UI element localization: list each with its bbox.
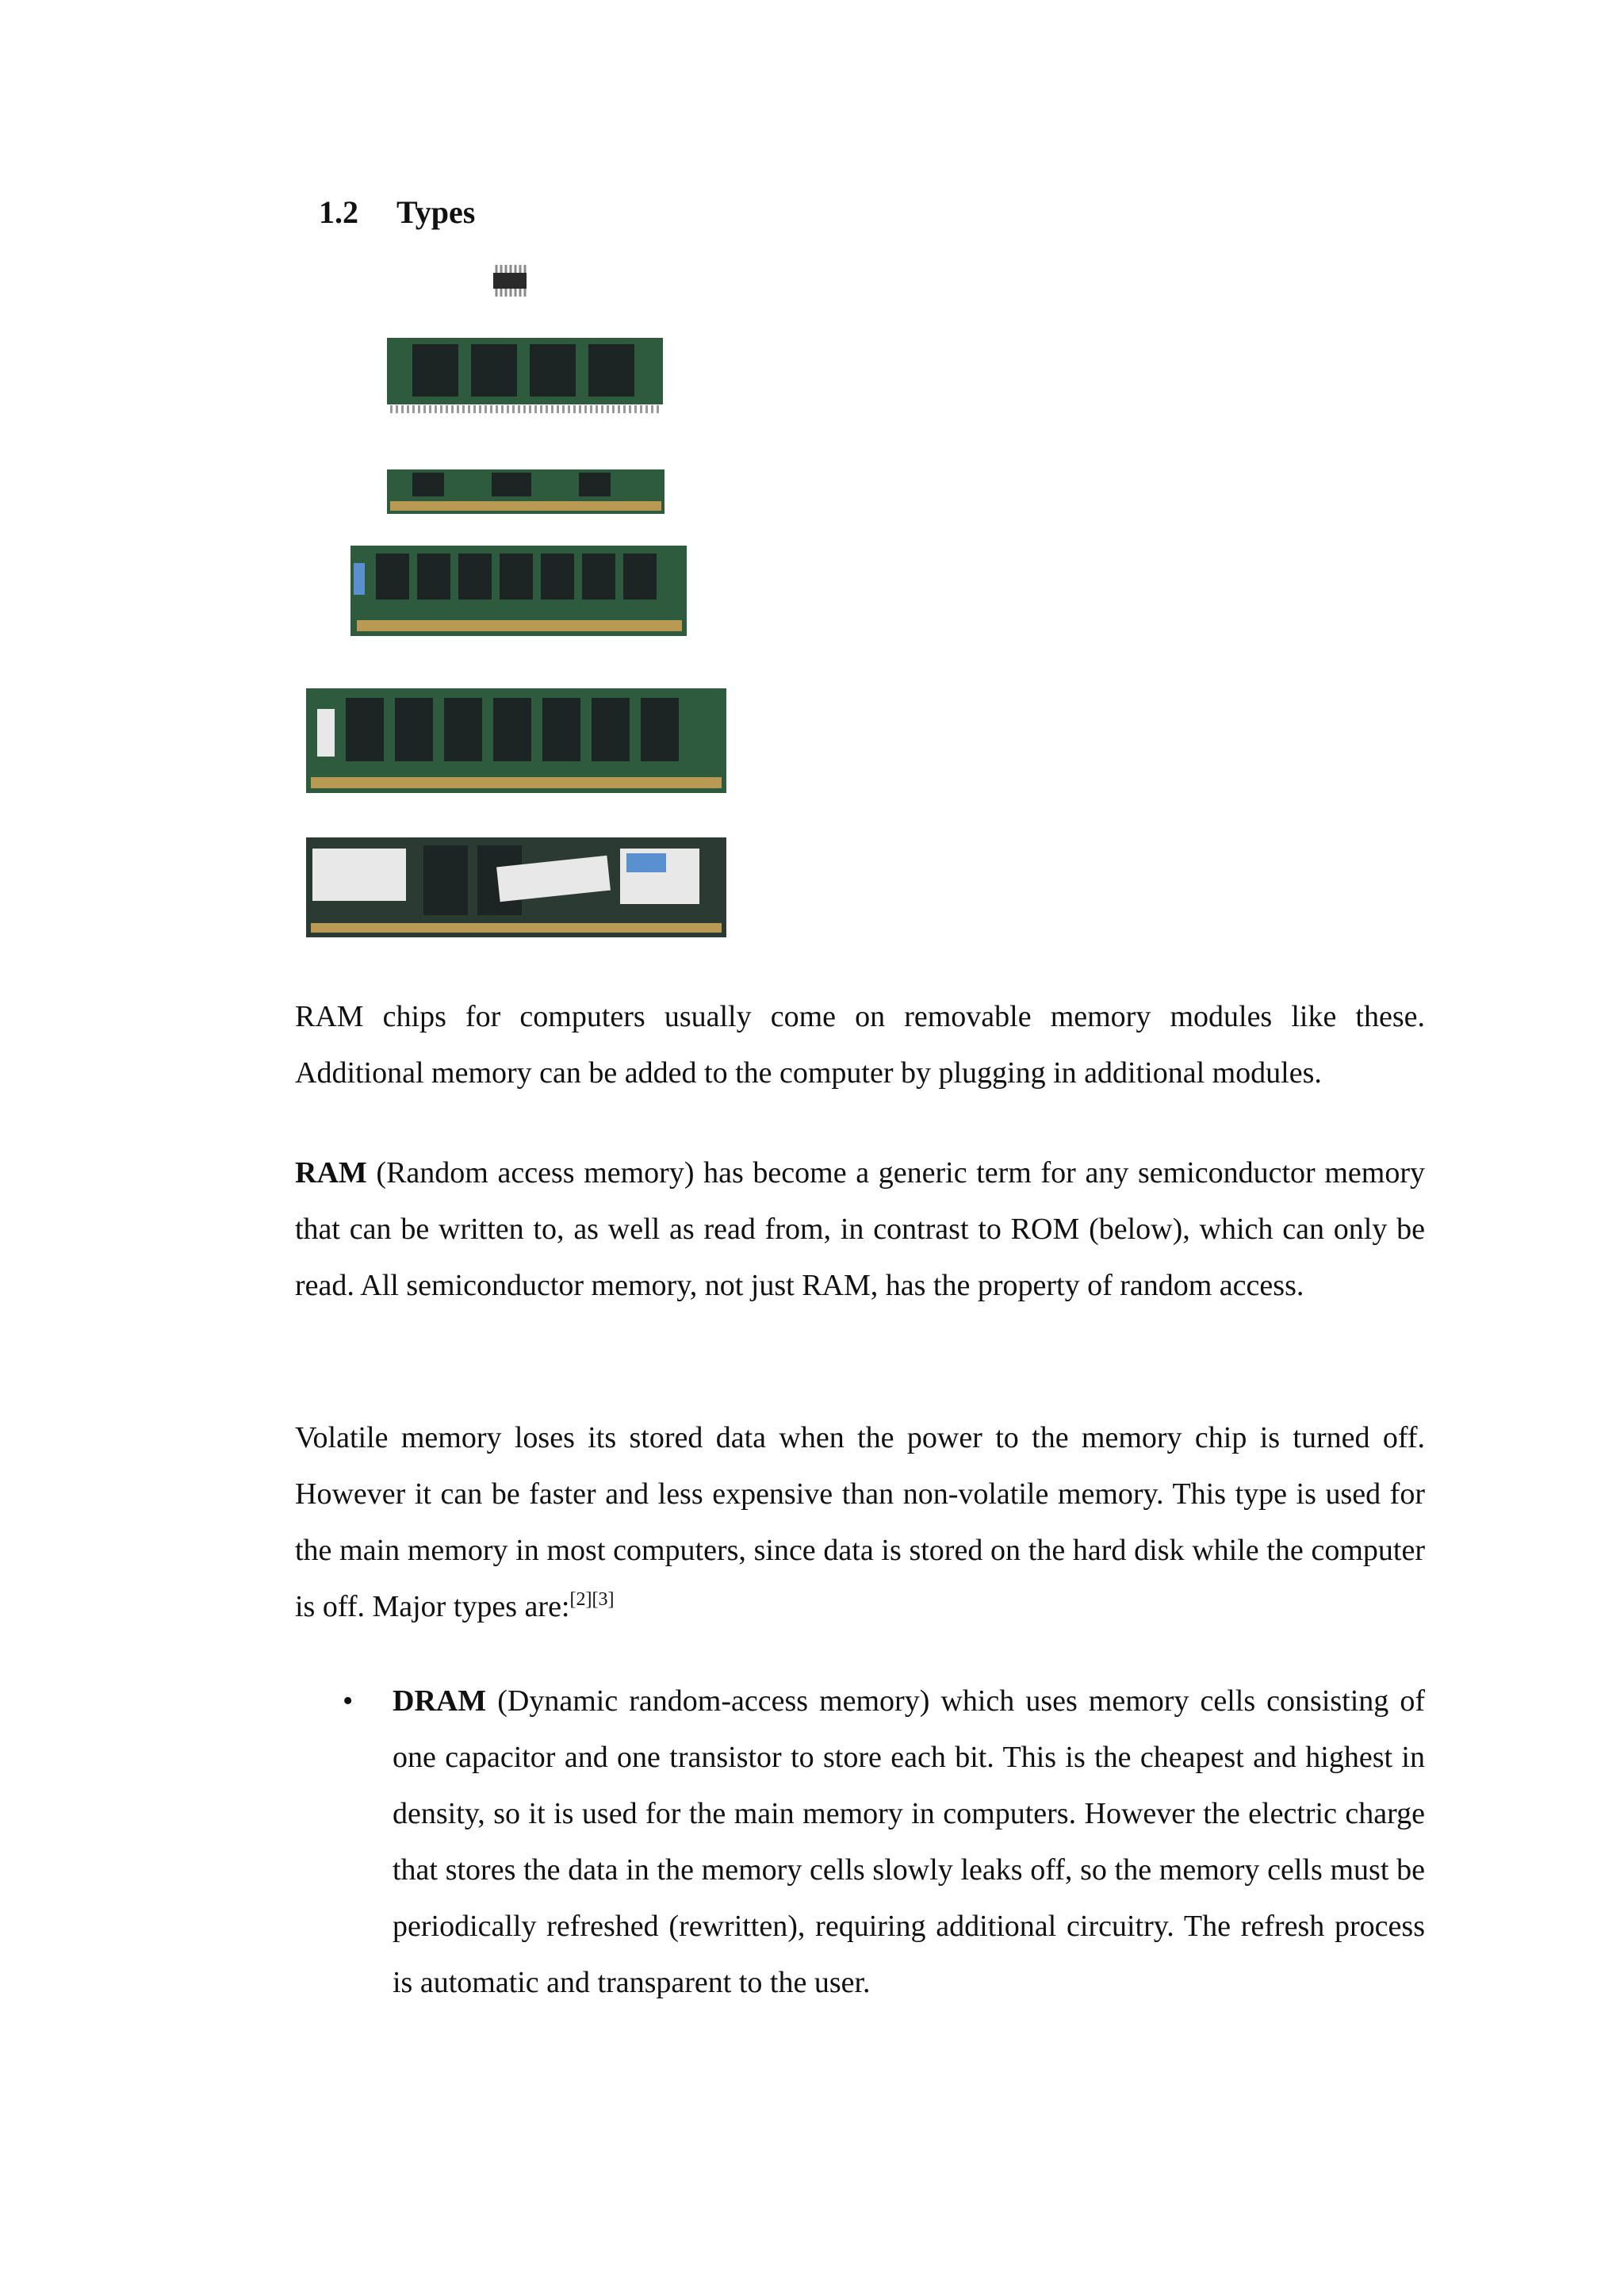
- simm-72pin-module: [350, 546, 687, 636]
- paragraph-modules-text: RAM chips for computers usually come on removable memory modules like these. Additional memory can be added to the computer by plugging in additional modules.: [295, 1000, 1425, 1090]
- paragraph-ram: [295, 1145, 1425, 1314]
- citation-refs: [2][3]: [569, 1589, 615, 1610]
- dip-chip: [493, 265, 527, 297]
- paragraph-ram-text: (Random access memory) has become a generic term for any semiconductor memory that can be written to, as well as read from, in contrast to ROM (below), which can only be read. All semiconductor memory, not just RAM, has the property of random access.: [295, 1156, 1425, 1302]
- sipp-module: [387, 338, 663, 409]
- bullet-marker: •: [343, 1684, 354, 1718]
- term-ram: RAM: [295, 1156, 367, 1190]
- paragraph-volatile: [295, 1410, 1425, 1635]
- memory-modules-image: [293, 262, 737, 960]
- simm-30pin-module: [387, 469, 665, 514]
- ddr-dimm-module: [306, 837, 726, 937]
- bullet-dram: [393, 1673, 1425, 2011]
- section-number: 1.2: [319, 194, 358, 230]
- bullet-dram-text: (Dynamic random-access memory) which uses memory cells consisting of one capacitor and one transistor to store each bit. This is the cheapest and highest in density, so it is used for the main memory in computers. However the electric charge that stores the data in the memory cells slowly leaks off, so the memory cells must be periodically refreshed (rewritten), requiring additional circuitry. The refresh process is automatic and transparent to the user.: [393, 1684, 1425, 1999]
- section-title: Types: [396, 194, 476, 230]
- term-dram: DRAM: [393, 1684, 487, 1718]
- section-heading: [319, 193, 475, 231]
- dimm-module: [306, 688, 726, 793]
- paragraph-volatile-text: Volatile memory loses its stored data when the power to the memory chip is turned off. However it can be faster and less expensive than non-volatile memory. This type is used for the main memory in most computers, since data is stored on the hard disk while the computer is off. Major types are:: [295, 1421, 1425, 1623]
- paragraph-modules: [295, 989, 1425, 1102]
- memory-modules-figure: [293, 262, 737, 960]
